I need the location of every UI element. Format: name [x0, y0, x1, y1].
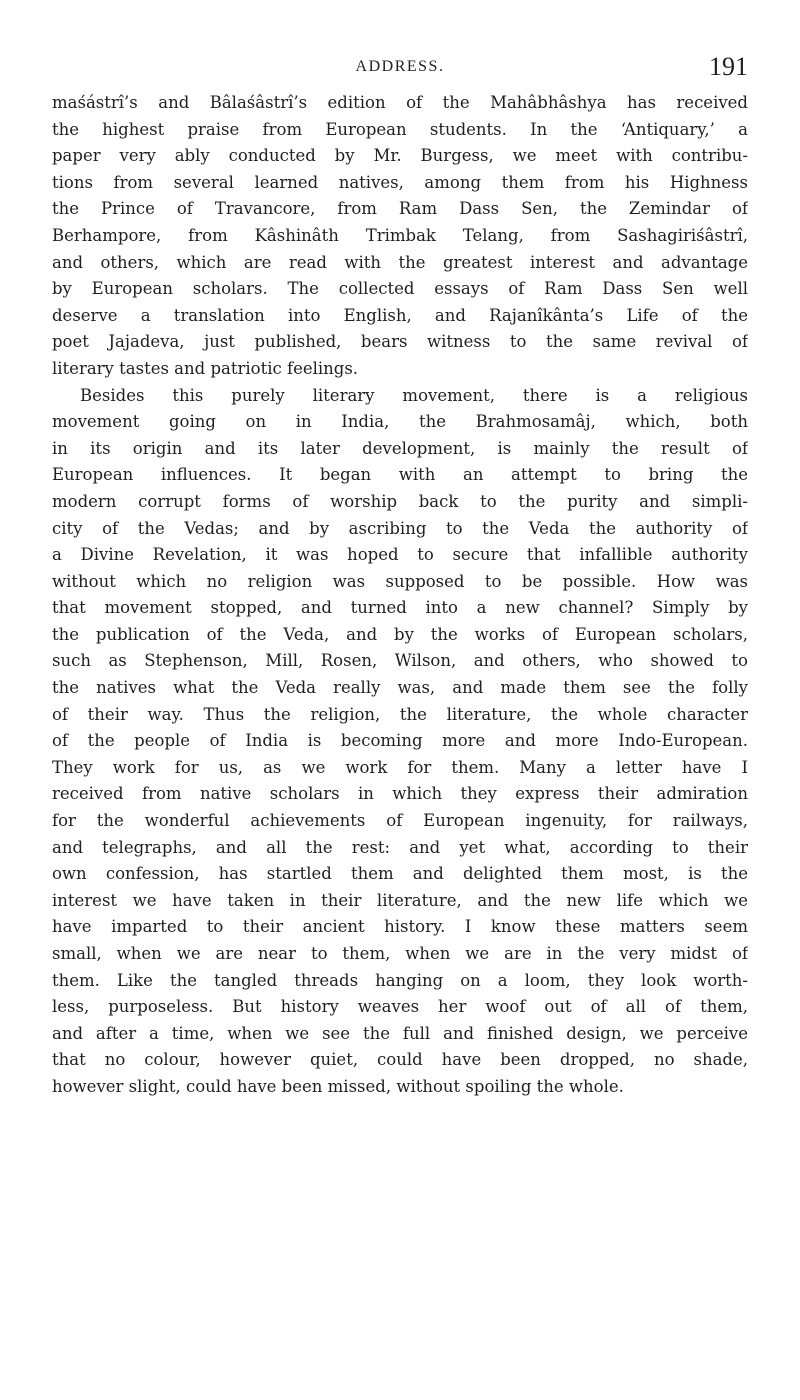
- text-line: received from native scholars in which they express their admiration: [52, 784, 748, 804]
- text-line: modern corrupt forms of worship back to the purity and simpli-: [52, 491, 748, 511]
- text-line: movement going on in India, the Brahmosamâj, which, both: [52, 412, 748, 432]
- text-line: and after a time, when we see the full and finished design, we perceive: [52, 1023, 748, 1043]
- text-line: the highest praise from European students. In the ‘Antiquary,’ a: [52, 119, 748, 139]
- text-line: of the people of India is becoming more and more Indo-European.: [52, 731, 748, 751]
- text-line: tions from several learned natives, among them from his Highness: [52, 172, 748, 192]
- text-line: and others, which are read with the greatest interest and advantage: [52, 252, 748, 272]
- body-text: [52, 90, 748, 1101]
- text-line: maśástrî’s and Bâlaśâstrî’s edition of the Mahâbhâshya has received: [52, 93, 748, 112]
- text-line: them. Like the tangled threads hanging on a loom, they look worth-: [52, 970, 748, 990]
- text-line: poet Jajadeva, just published, bears witness to the same revival of: [52, 332, 748, 352]
- text-line: European influences. It began with an attempt to bring the: [52, 465, 748, 485]
- text-line: that no colour, however quiet, could have been dropped, no shade,: [52, 1050, 748, 1070]
- running-head: [52, 52, 748, 80]
- text-line: deserve a translation into English, and Rajanîkânta’s Life of the: [52, 305, 748, 325]
- text-line: in its origin and its later development, is mainly the result of: [52, 438, 748, 458]
- text-line: less, purposeless. But history weaves her woof out of all of them,: [52, 997, 748, 1017]
- paragraph-end-line: however slight, could have been missed, without spoiling the whole.: [52, 1076, 624, 1096]
- text-line: paper very ably conducted by Mr. Burgess, we meet with contribu-: [52, 146, 748, 166]
- text-line: the Prince of Travancore, from Ram Dass Sen, the Zemindar of: [52, 199, 748, 219]
- text-line: the publication of the Veda, and by the works of European scholars,: [52, 624, 748, 644]
- text-line: that movement stopped, and turned into a new channel? Simply by: [52, 598, 748, 618]
- text-line: for the wonderful achievements of European ingenuity, for railways,: [52, 811, 748, 831]
- text-line: own confession, has startled them and delighted them most, is the: [52, 864, 748, 884]
- text-line: city of the Vedas; and by ascribing to the Veda the authority of: [52, 518, 748, 538]
- text-line: of their way. Thus the religion, the literature, the whole character: [52, 704, 748, 724]
- paragraph-end-line: literary tastes and patriotic feelings.: [52, 358, 359, 378]
- text-line: and telegraphs, and all the rest: and yet what, according to their: [52, 837, 748, 857]
- page-number: 191: [709, 52, 748, 81]
- text-line: have imparted to their ancient history. I know these matters seem: [52, 917, 748, 937]
- text-line: Berhampore, from Kâshinâth Trimbak Telang, from Sashagiriśâstrî,: [52, 225, 748, 245]
- paragraph-start-line: Besides this purely literary movement, there is a religious: [80, 385, 748, 405]
- text-line: the natives what the Veda really was, and made them see the folly: [52, 678, 748, 698]
- text-line: such as Stephenson, Mill, Rosen, Wilson, and others, who showed to: [52, 651, 748, 671]
- text-line: small, when we are near to them, when we are in the very midst of: [52, 944, 748, 963]
- text-line: interest we have taken in their literature, and the new life which we: [52, 890, 748, 910]
- text-line: by European scholars. The collected essays of Ram Dass Sen well: [52, 279, 748, 299]
- running-title: ADDRESS.: [355, 58, 445, 75]
- text-line: They work for us, as we work for them. Many a letter have I: [52, 757, 748, 777]
- text-line: a Divine Revelation, it was hoped to secure that infallible authority: [52, 545, 748, 565]
- text-line: without which no religion was supposed to be possible. How was: [52, 571, 748, 591]
